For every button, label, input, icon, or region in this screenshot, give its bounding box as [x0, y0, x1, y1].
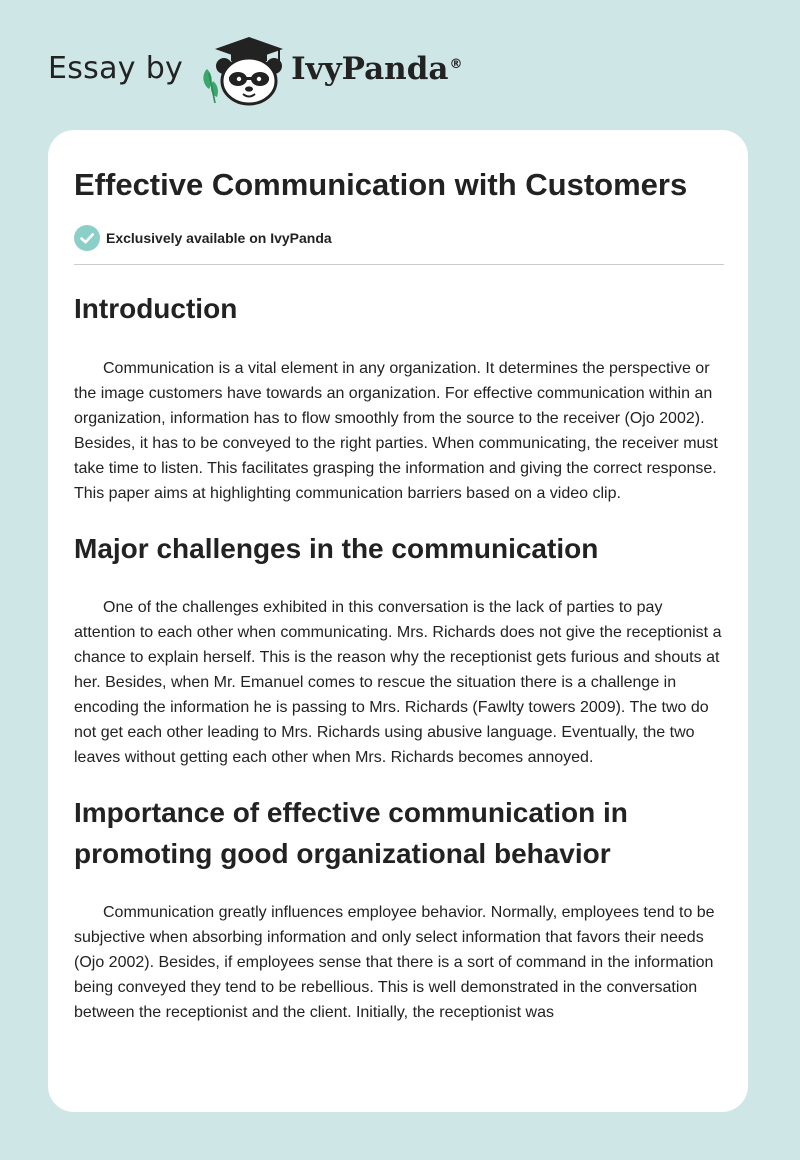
exclusive-badge [74, 225, 724, 251]
brand-logo[interactable] [48, 30, 463, 110]
section-paragraph-major-challenges: One of the challenges exhibited in this conversation is the lack of parties to pay attention to each other when communicating. Mrs. Richards does not give the receptionist a chance to explain herself. This is the reason why the receptionist gets furious and shouts at her. Besides, when Mr. Emanuel comes to rescue the situation there is a challenge in encoding the information he is passing to Mrs. Richards (Fawlty towers 2009). The two do not get each other leading to Mrs. Richards using abusive language. Eventually, the two leaves without getting each other when Mrs. Richards becomes annoyed. [74, 599, 722, 766]
section-paragraph-introduction: Communication is a vital element in any organization. It determines the perspective or the image customers have towards an organization. For effective communication within an organization, information has to flow smoothly from the source to the receiver (Ojo 2002). Besides, it has to be conveyed to the right parties. When communicating, the receiver must take time to listen. This facilitates grasping the information and giving the correct response. This paper aims at highlighting communication barriers based on a video clip. [74, 360, 718, 502]
essay-card [48, 130, 748, 1112]
check-circle-icon [74, 225, 100, 251]
title-divider [74, 264, 724, 265]
section-heading-importance: Importance of effective communication in promoting good organizational behavior [74, 797, 628, 869]
registered-mark: ® [449, 56, 463, 72]
brand-name: IvyPanda® [291, 51, 463, 87]
section-heading-major-challenges: Major challenges in the communication [74, 533, 599, 564]
panda-graduation-cap-icon [199, 33, 285, 107]
essay-title: Effective Communication with Customers [74, 167, 688, 202]
essay-content [74, 164, 724, 1025]
section-heading-introduction: Introduction [74, 293, 238, 324]
brand-prefix: Essay by [48, 50, 184, 86]
section-paragraph-importance: Communication greatly influences employee behavior. Normally, employees tend to be subjective when absorbing information and only select information that favors their needs (Ojo 2002). Besides, if employees sense that there is a sort of command in the information being conveyed they tend to be rebellious. This is well demonstrated in the conversation between the receptionist and the client. Initially, the receptionist was [74, 904, 715, 1021]
exclusive-badge-label: Exclusively available on IvyPanda [106, 230, 332, 246]
